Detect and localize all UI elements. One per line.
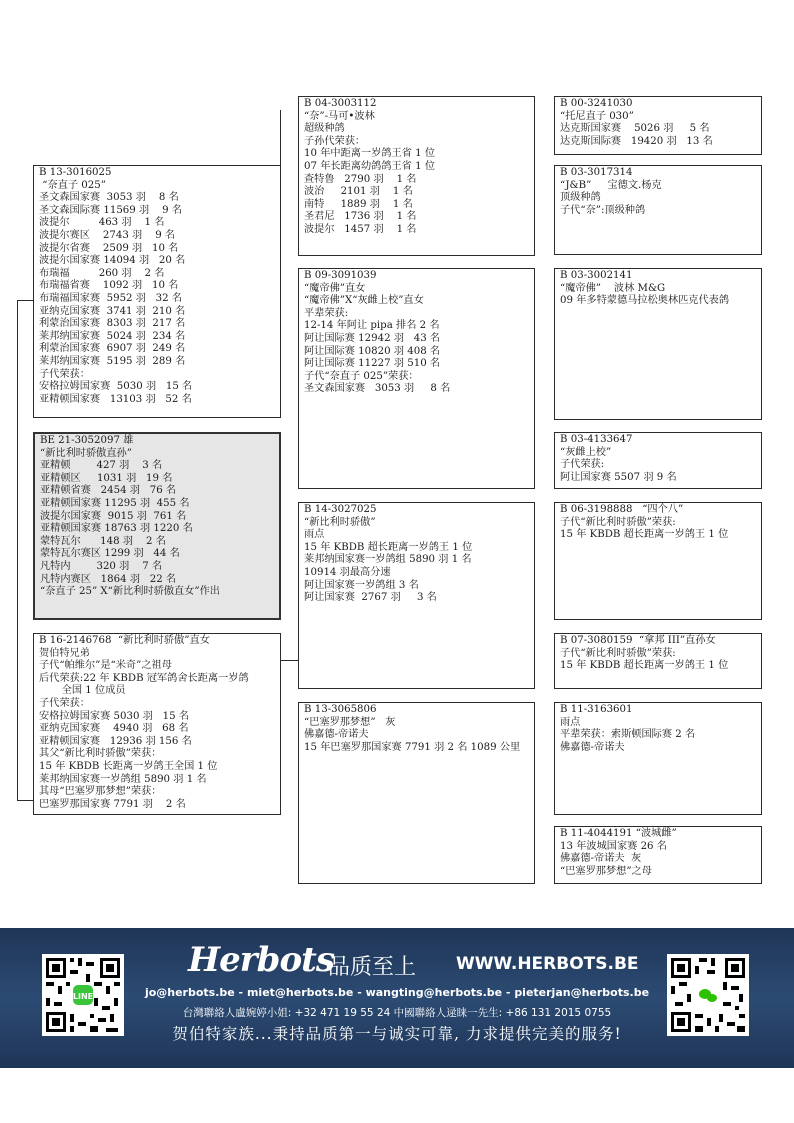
dam-line: 巴塞罗那国家赛 7791 羽 2 名	[39, 798, 186, 810]
sire-sire-line: 波治 2101 羽 1 名	[304, 186, 413, 198]
sire-line: 圣文森国际赛 11569 羽 9 名	[39, 204, 183, 216]
dss-line: 15 年 KBDB 超长距离一岁鸽王 1 位	[560, 529, 729, 541]
svg-text:LINE: LINE	[72, 992, 94, 1001]
dds-line: 佛嘉德-帝诺夫	[560, 741, 625, 753]
sss-line: 达克斯国际赛 19420 羽 13 名	[560, 135, 713, 147]
sdd-line: B 03-4133647	[560, 434, 633, 445]
sire-dam-line: 阿让国际赛 12942 羽 43 名	[304, 332, 441, 344]
subject-line: “奈直子 25” X“新比利时骄傲直女”作出	[40, 586, 220, 598]
sire-line: 圣文森国家赛 3053 羽 8 名	[39, 192, 179, 204]
dam-line: 后代荣获:22 年 KBDB 冠军鸽舍长距离一岁鸽	[39, 672, 249, 684]
dam-dam-line: “巴塞罗那梦想” 灰	[304, 716, 396, 728]
subject-line: 亚精顿国家赛 18763 羽 1220 名	[40, 523, 193, 535]
sire-sire-line: 10 年中距离一岁鸽王省 1 位	[304, 148, 436, 160]
sire-dam-line: 圣文森国家赛 3053 羽 8 名	[304, 383, 451, 395]
sire-dam-line: “魔帝佛”直女	[304, 282, 366, 294]
sire-dam-line: 子代“奈直子 025”荣获：	[304, 370, 419, 382]
herbots-logo: Herbots	[188, 940, 334, 980]
dss-line: B 06-3198888 “四个八”	[560, 504, 684, 515]
sss-line: 达克斯国家赛 5026 羽 5 名	[560, 123, 710, 135]
sire-sire-line: 波提尔 1457 羽 1 名	[304, 223, 417, 235]
sire-dam-line: “魔帝佛”X“灰雌上校”直女	[304, 295, 424, 307]
ssd-box	[554, 165, 762, 255]
ddd-line: 佛嘉德-帝诺夫 灰	[560, 853, 642, 865]
sire-line: 利蒙治国家赛 6907 羽 249 名	[39, 343, 186, 355]
sds-line: 09 年多特蒙德马拉松奥林匹克代表鸽	[560, 295, 730, 307]
dam-sire-line: 10914 羽最高分速	[304, 566, 391, 578]
dam-sire-box	[298, 502, 535, 689]
dam-line: 全国 1 位成员	[39, 685, 126, 697]
dam-line: 莱邦纳国家赛一岁鸽组 5890 羽 1 名	[39, 773, 207, 785]
ddd-line: “巴塞罗那梦想”之母	[560, 865, 652, 877]
dam-dam-line: 佛嘉德-帝诺夫	[304, 729, 369, 741]
dam-line: 贺伯特兄弟	[39, 647, 90, 659]
ssd-line: 子代“奈”:顶级种鸽	[560, 204, 646, 216]
sss-line: “托尼直子 030”	[560, 110, 634, 122]
dam-line: B 16-2146768 “新比利时骄傲”直女	[39, 635, 210, 646]
sire-dam-line: 阿让国际赛 10820 羽 408 名	[304, 345, 441, 357]
sdd-box	[554, 432, 762, 489]
ssd-line: “J&B” 宝德文.杨克	[560, 179, 662, 191]
family-motto: 贺伯特家族...秉持品质第一与诚实可靠, 力求提供完美的服务!	[172, 1025, 622, 1043]
subject-line: 蒙特瓦尔赛区 1299 羽 44 名	[40, 548, 180, 560]
website-link[interactable]: WWW.HERBOTS.BE	[456, 954, 639, 974]
sdd-line: 子代荣获:	[560, 459, 605, 471]
dam-line: 亚精顿国家赛 12936 羽 156 名	[39, 735, 192, 747]
dam-sire-line: 阿让国家赛一岁鸽组 3 名	[304, 579, 419, 591]
ssd-line: 顶级种鸽	[560, 192, 601, 204]
subject-line: 亚精顿 427 羽 3 名	[40, 460, 163, 472]
dss-box	[554, 502, 762, 620]
sire-line: 布瑞福国家赛 5952 羽 32 名	[39, 292, 183, 304]
dsd-line: B 07-3080159 “拿邦 III”直孙女	[560, 635, 716, 646]
sire-sire-line: B 04-3003112	[304, 98, 377, 109]
contact-persons: 台灣聯絡人盧婉婷小姐: +32 471 19 55 24 中國聯絡人逯睐一先生: +86 131 2015 0755	[182, 1007, 612, 1019]
sds-line: B 03-3002141	[560, 270, 633, 281]
ddd-line: 13 年波城国家赛 26 名	[560, 840, 667, 852]
subject-line: 蒙特瓦尔 148 羽 2 名	[40, 535, 166, 547]
sire-line: 波提尔赛区 2743 羽 9 名	[39, 229, 176, 241]
sire-box	[33, 165, 281, 418]
subject-line: 亚精顿国家赛 11295 羽 455 名	[40, 497, 190, 509]
sire-line: 亚纳克国家赛 3741 羽 210 名	[39, 305, 186, 317]
sire-dam-line: 阿让国际赛 11227 羽 510 名	[304, 358, 441, 370]
dds-box	[554, 702, 762, 815]
dsd-line: 子代“新比利时骄傲”荣获:	[560, 647, 676, 659]
subject-line: “新比利时骄傲直孙”	[40, 447, 132, 459]
connector	[17, 300, 18, 800]
subject-box	[33, 432, 281, 620]
dam-dam-box	[298, 702, 535, 884]
ssd-line: B 03-3017314	[560, 167, 633, 178]
sire-sire-line: 查特鲁 2790 羽 1 名	[304, 173, 417, 185]
sdd-line: 阿让国家赛 5507 羽 9 名	[560, 471, 677, 483]
dam-dam-line: 15 年巴塞罗那国家赛 7791 羽 2 名 1089 公里	[304, 741, 521, 753]
sire-sire-line: 南特 1889 羽 1 名	[304, 198, 413, 210]
dam-sire-line: 15 年 KBDB 超长距离一岁鸽王 1 位	[304, 541, 473, 553]
sire-line: 波提尔省赛 2509 羽 10 名	[39, 242, 179, 254]
sire-dam-line: B 09-3091039	[304, 270, 377, 281]
sds-line: “魔帝佛” 波林 M&G	[560, 282, 666, 294]
sss-box	[554, 96, 762, 155]
sire-line: B 13-3016025	[39, 167, 112, 178]
dam-sire-line: 阿让国家赛 2767 羽 3 名	[304, 592, 437, 604]
subject-line: 波提尔国家赛 9015 羽 761 名	[40, 510, 187, 522]
sire-sire-box	[298, 96, 535, 256]
dss-line: 子代“新比利时骄傲”荣获:	[560, 516, 676, 528]
sds-box	[554, 268, 762, 420]
dam-sire-line: B 14-3027025	[304, 504, 377, 515]
sire-sire-line: 圣君尼 1736 羽 1 名	[304, 211, 417, 223]
sire-sire-line: 超级种鸽	[304, 123, 345, 135]
sire-line: 布瑞福省赛 1092 羽 10 名	[39, 280, 179, 292]
dsd-box	[554, 633, 762, 689]
dam-line: 子代“帕维尔”是“米奇”之祖母	[39, 660, 172, 672]
sire-line: 布瑞福 260 羽 2 名	[39, 267, 165, 279]
connector	[17, 800, 33, 801]
dam-line: 子代荣获：	[39, 697, 90, 709]
brand-slogan: 品质至上	[328, 955, 417, 980]
dam-line: 15 年 KBDB 长距离一岁鸽王全国 1 位	[39, 760, 218, 772]
sire-dam-line: 12-14 年阿让 pipa 排名 2 名	[304, 320, 440, 332]
footer-banner	[0, 928, 794, 1068]
dam-dam-line: B 13-3065806	[304, 704, 377, 715]
dam-sire-line: “新比利时骄傲”	[304, 516, 376, 528]
sire-line: 波提尔 463 羽 1 名	[39, 217, 165, 229]
dam-line: 亚纳克国家赛 4940 羽 68 名	[39, 723, 189, 735]
ddd-box	[554, 826, 762, 884]
dds-line: B 11-3163601	[560, 704, 633, 715]
subject-line: 亚精顿省赛 2454 羽 76 名	[40, 485, 177, 497]
sire-sire-line: 子孙代荣获：	[304, 135, 366, 147]
dam-sire-line: 莱邦纳国家赛一岁鸽组 5890 羽 1 名	[304, 554, 472, 566]
sire-line: 波提尔国家赛 14094 羽 20 名	[39, 255, 186, 267]
dam-sire-line: 雨点	[304, 529, 325, 541]
sire-line: 莱邦纳国家赛 5024 羽 234 名	[39, 330, 186, 342]
dds-line: 雨点	[560, 716, 581, 728]
subject-line: 凡特内赛区 1864 羽 22 名	[40, 573, 177, 585]
sire-line: 亚精顿国家赛 13103 羽 52 名	[39, 393, 192, 405]
connector	[280, 660, 298, 661]
sss-line: B 00-3241030	[560, 98, 633, 109]
ddd-line: B 11-4044191 “波城雌”	[560, 828, 677, 839]
dam-line: 其父“新比利时骄傲”荣获：	[39, 748, 162, 760]
sire-line: “奈直子 025”	[39, 179, 106, 191]
sire-line: 安格拉姆国家赛 5030 羽 15 名	[39, 381, 193, 393]
subject-line: BE 21-3052097 雄	[40, 435, 134, 446]
sdd-line: “灰雌上校”	[560, 446, 612, 458]
dam-line: 其母“巴塞罗那梦想”荣获：	[39, 786, 162, 798]
subject-line: 凡特内 320 羽 7 名	[40, 560, 163, 572]
dam-box	[33, 633, 281, 815]
sire-sire-line: “奈”-马可•波林	[304, 110, 375, 122]
connector	[17, 300, 33, 301]
subject-line: 亚精顿区 1031 羽 19 名	[40, 472, 173, 484]
brand-header	[188, 940, 639, 980]
sire-line: 莱邦纳国家赛 5195 羽 289 名	[39, 355, 186, 367]
sire-line: 子代荣获：	[39, 368, 90, 380]
dam-line: 安格拉姆国家赛 5030 羽 15 名	[39, 710, 190, 722]
sire-sire-line: 07 年长距离幼鸽鸽王省 1 位	[304, 160, 436, 172]
dsd-line: 15 年 KBDB 超长距离一岁鸽王 1 位	[560, 660, 729, 672]
email-list[interactable]: jo@herbots.be - miet@herbots.be - wangting@herbots.be - pieterjan@herbots.be	[144, 986, 650, 999]
sire-dam-line: 平辈荣获:	[304, 307, 349, 319]
sire-line: 利蒙治国家赛 8303 羽 217 名	[39, 318, 186, 330]
dds-line: 平辈荣获：索斯顿国际赛 2 名	[560, 729, 696, 741]
sire-dam-box	[298, 268, 535, 489]
